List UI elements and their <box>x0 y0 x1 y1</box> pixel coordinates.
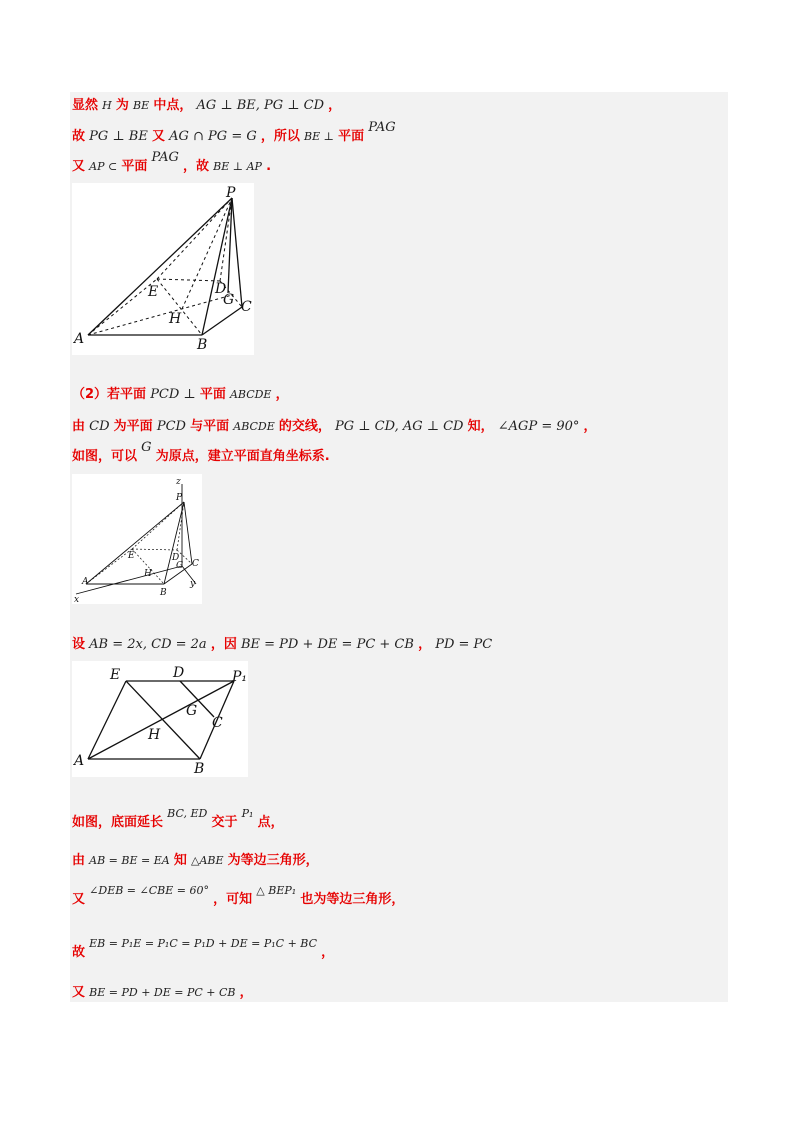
text-run: 又 <box>72 159 86 174</box>
math-run: ABCDE <box>233 420 275 433</box>
math-run: △ BEP₁ <box>256 884 297 897</box>
math-run: ∠AGP = 90° <box>497 419 580 434</box>
math-run: EB = P₁E = P₁C = P₁D + DE = P₁C + BC <box>89 937 318 950</box>
text-line-7 <box>72 636 492 654</box>
text-line-5 <box>72 418 597 436</box>
figure-base-plane <box>72 661 248 777</box>
text-run: ， <box>328 98 342 113</box>
text-line-8 <box>72 807 284 832</box>
math-run: △ABE <box>191 854 224 867</box>
text-line-4 <box>72 386 289 404</box>
math-run: AB = 2x, CD = 2a <box>89 637 207 652</box>
math-run: PG ⊥ CD, AG ⊥ CD <box>335 419 464 434</box>
text-run: 显然 <box>72 98 99 113</box>
fig2-label-z: z <box>176 477 181 487</box>
text-run: ， <box>418 637 432 652</box>
text-run: 故 <box>72 945 86 960</box>
text-line-3 <box>72 150 272 176</box>
fig1-label-E: E <box>148 284 159 300</box>
math-run: BC, ED <box>167 807 208 820</box>
text-run: 由 <box>72 853 86 868</box>
text-run: 知， <box>467 419 494 434</box>
text-run: 设 <box>72 637 86 652</box>
fig2-label-B: B <box>160 588 167 598</box>
fig1-label-H: H <box>169 311 182 327</box>
text-line-12 <box>72 984 253 1002</box>
math-run: PG ⊥ BE <box>89 129 148 144</box>
figure-pyramid <box>72 183 254 355</box>
math-run: PD = PC <box>435 637 493 652</box>
fig1-label-B: B <box>197 337 208 353</box>
text-run: 为平面 <box>113 419 153 434</box>
math-run: PCD <box>156 419 186 434</box>
fig2-label-D: D <box>172 553 180 563</box>
fig1-label-P: P <box>226 185 236 201</box>
math-run: BE = PD + DE = PC + CB <box>240 637 414 652</box>
text-run: 点， <box>257 815 284 830</box>
math-run: BE ⊥ <box>304 130 334 143</box>
text-run: ，所以 <box>260 129 300 144</box>
fig1-label-D: D <box>215 281 227 297</box>
math-run: BE ⊥ AP <box>213 160 262 173</box>
text-line-1 <box>72 97 341 115</box>
text-run: ，故 <box>182 159 209 174</box>
fig2-label-x: x <box>74 595 80 604</box>
text-run: 知 <box>173 853 187 868</box>
text-run: 平面 <box>121 159 148 174</box>
text-line-6 <box>72 440 330 466</box>
text-line-2 <box>72 120 396 146</box>
fig2-label-E: E <box>128 551 135 561</box>
text-run: 与平面 <box>190 419 230 434</box>
fig2-label-C: C <box>192 559 199 569</box>
math-run: AG ∩ PG = G <box>169 129 257 144</box>
fig3-label-D: D <box>173 665 185 681</box>
math-run: AP ⊂ <box>89 160 118 173</box>
math-run: PAG <box>151 150 179 165</box>
fig3-label-H: H <box>148 727 161 743</box>
fig3-label-C: C <box>212 715 223 731</box>
text-run: 如图，底面延长 <box>72 815 164 830</box>
math-run: PAG <box>368 120 396 135</box>
text-run: 的交线， <box>278 419 331 434</box>
text-run: 平面 <box>199 387 226 402</box>
fig1-label-A: A <box>74 331 85 347</box>
text-run: 也为等边三角形， <box>300 892 405 907</box>
math-run: AB = BE = EA <box>89 854 170 867</box>
text-run: ， <box>239 985 253 1000</box>
text-line-11 <box>72 937 335 962</box>
text-run: 又 <box>72 892 86 907</box>
text-run: 交于 <box>211 815 238 830</box>
figure-coordinate-system <box>72 474 202 604</box>
fig3-label-E: E <box>110 667 121 683</box>
text-run: ， <box>275 387 289 402</box>
fig3-label-P1: P₁ <box>232 669 248 685</box>
fig2-label-H: H <box>144 569 152 579</box>
math-run: ABCDE <box>229 388 272 401</box>
text-run: 为原点，建立平面直角坐标系. <box>155 449 330 464</box>
fig3-label-B: B <box>194 761 205 777</box>
math-run: ∠DEB = ∠CBE = 60° <box>89 884 209 897</box>
fig2-label-G: G <box>176 561 184 571</box>
fig1-label-G: G <box>223 292 235 308</box>
text-run: 又 <box>151 129 165 144</box>
math-run: G <box>141 440 152 455</box>
math-run: BE = PD + DE = PC + CB <box>89 986 236 999</box>
text-run: ，可知 <box>213 892 253 907</box>
text-run: ， <box>583 419 597 434</box>
math-run: CD <box>89 419 110 434</box>
math-run: AG ⊥ BE, PG ⊥ CD <box>196 98 325 113</box>
text-run: 故 <box>72 129 86 144</box>
text-run: 又 <box>72 985 86 1000</box>
text-run: ， <box>321 945 335 960</box>
text-run: 中点， <box>153 98 193 113</box>
math-run: P₁ <box>241 807 254 820</box>
text-run: 如图，可以 <box>72 449 138 464</box>
text-run: 为 <box>115 98 129 113</box>
math-run: BE <box>133 99 150 112</box>
text-run: 平面 <box>338 129 365 144</box>
text-line-9 <box>72 852 319 870</box>
math-run: H <box>102 99 112 112</box>
fig2-label-P: P <box>176 493 183 503</box>
text-run: ，因 <box>210 637 237 652</box>
text-run: 由 <box>72 419 86 434</box>
text-run: . <box>266 159 272 174</box>
text-run: 为等边三角形， <box>227 853 319 868</box>
fig1-label-C: C <box>241 299 252 315</box>
text-run: （2）若平面 <box>72 387 147 402</box>
fig3-label-A: A <box>74 753 85 769</box>
fig2-label-y: y <box>190 579 196 589</box>
fig3-label-G: G <box>186 703 198 719</box>
fig2-label-A: A <box>82 577 89 587</box>
math-run: PCD ⊥ <box>150 387 196 402</box>
